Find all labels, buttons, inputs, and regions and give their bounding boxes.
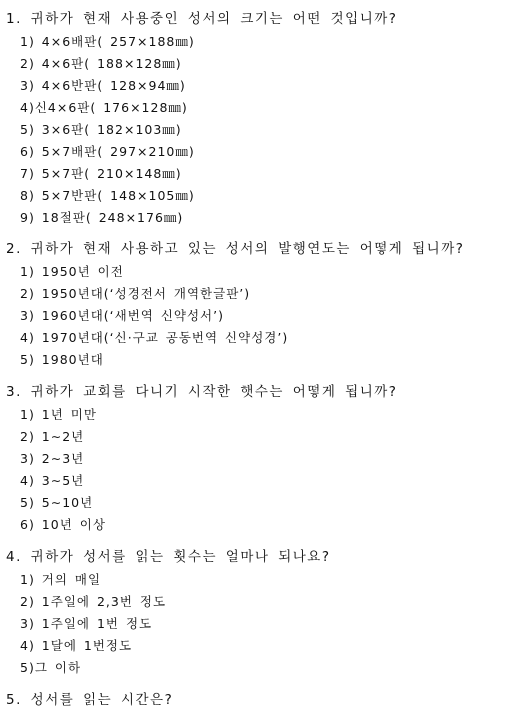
question-1-option-8: 8) 5×7반판( 148×105㎜)	[20, 188, 195, 203]
question-5-text: 5. 성서를 읽는 시간은?	[6, 692, 174, 708]
question-1-option-4: 4)신4×6판( 176×128㎜)	[20, 100, 188, 115]
question-1-option-5: 5) 3×6판( 182×103㎜)	[20, 122, 182, 137]
question-2-text: 2. 귀하가 현재 사용하고 있는 성서의 발행연도는 어떻게 됩니까?	[6, 241, 465, 257]
question-1-option-9: 9) 18절판( 248×176㎜)	[20, 210, 184, 225]
question-1-option-7: 7) 5×7판( 210×148㎜)	[20, 166, 182, 181]
question-2-option-3: 3) 1960년대(‘새번역 신약성서’)	[20, 308, 224, 323]
question-4-option-3: 3) 1주일에 1번 정도	[20, 616, 153, 631]
question-3-option-2: 2) 1∼2년	[20, 429, 85, 444]
question-4-option-1: 1) 거의 매일	[20, 572, 102, 587]
question-1-option-1: 1) 4×6배판( 257×188㎜)	[20, 34, 195, 49]
question-3-text: 3. 귀하가 교회를 다니기 시작한 햇수는 어떻게 됩니까?	[6, 384, 398, 400]
question-1-text: 1. 귀하가 현재 사용중인 성서의 크기는 어떤 것입니까?	[6, 11, 398, 27]
question-3-option-1: 1) 1년 미만	[20, 407, 97, 422]
question-4-option-4: 4) 1달에 1번정도	[20, 638, 133, 653]
question-2-option-1: 1) 1950년 이전	[20, 264, 124, 279]
question-1-option-3: 3) 4×6반판( 128×94㎜)	[20, 78, 186, 93]
question-4-option-2: 2) 1주일에 2,3번 정도	[20, 594, 167, 609]
question-1-option-2: 2) 4×6판( 188×128㎜)	[20, 56, 182, 71]
question-3-option-3: 3) 2∼3년	[20, 451, 85, 466]
question-3-option-6: 6) 10년 이상	[20, 517, 106, 532]
question-4-option-5: 5)그 이하	[20, 660, 82, 675]
question-2-option-5: 5) 1980년대	[20, 352, 104, 367]
question-2-option-4: 4) 1970년대(‘신·구교 공동번역 신약성경’)	[20, 330, 289, 345]
question-1-option-6: 6) 5×7배판( 297×210㎜)	[20, 144, 195, 159]
question-2-option-2: 2) 1950년대(‘성경전서 개역한글판’)	[20, 286, 251, 301]
question-4-text: 4. 귀하가 성서를 읽는 횟수는 얼마나 되나요?	[6, 549, 331, 565]
question-3-option-5: 5) 5∼10년	[20, 495, 94, 510]
question-3-option-4: 4) 3∼5년	[20, 473, 85, 488]
